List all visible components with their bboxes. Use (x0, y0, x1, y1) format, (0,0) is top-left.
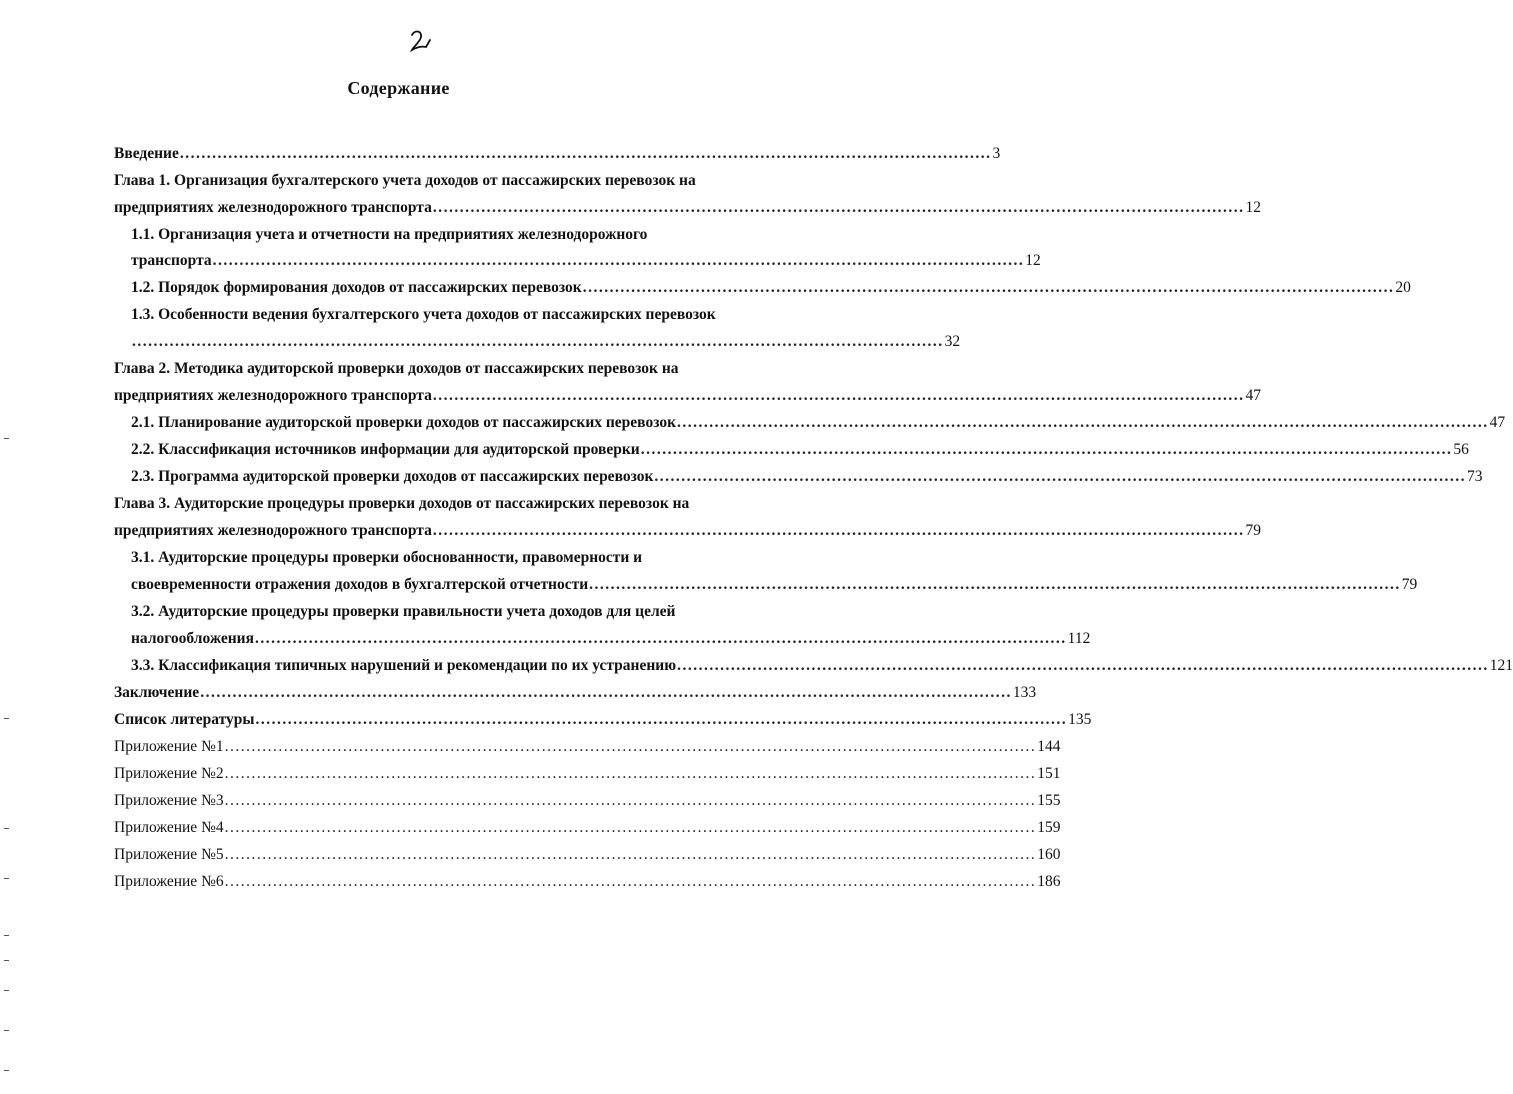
toc-entry-page: 79 (1245, 522, 1261, 539)
toc-dot-leader: ....................................................................................................................................................... (255, 630, 1067, 647)
toc-entry-page: 155 (1037, 792, 1061, 809)
handwritten-page-number (400, 26, 440, 56)
toc-dot-leader: ....................................................................................................................................................... (582, 279, 1395, 296)
toc-dot-leader: ....................................................................................................................................................... (640, 441, 1453, 458)
toc-entry-introduction (114, 144, 1001, 164)
toc-entry-3-1 (131, 548, 731, 568)
toc-entry-text: Приложение №1 (114, 738, 224, 755)
toc-entry-text: 1.3. Особенности ведения бухгалтерского учета доходов от пассажирских перевозок (131, 306, 716, 323)
toc-dot-leader: ....................................................................................................................................................... (677, 414, 1489, 431)
toc-entry-2-3 (131, 467, 1483, 487)
toc-entry-chapter-2 (114, 359, 754, 379)
toc-entry-2-2 (131, 440, 1469, 460)
toc-entry-text: транспорта (131, 252, 212, 269)
toc-entry-page: 32 (944, 333, 961, 350)
toc-dot-leader: ....................................................................................................................................................... (179, 145, 992, 162)
toc-entry-text: Список литературы (114, 711, 255, 728)
toc-entry-page: 47 (1489, 414, 1506, 431)
toc-dot-leader: ....................................................................................................................................................... (589, 576, 1401, 593)
toc-entry-text: своевременности отражения доходов в бухгалтерской отчетности (131, 576, 589, 593)
toc-dot-leader: ....................................................................................................................................................... (654, 468, 1467, 485)
toc-dot-leader: ....................................................................................................................................................... (224, 765, 1037, 782)
toc-entry-text: предприятиях железнодорожного транспорта (114, 199, 432, 216)
toc-entry-1-1-cont (131, 251, 1041, 271)
toc-entry-appendix-6 (114, 872, 1061, 892)
toc-entry-text: Приложение №2 (114, 765, 224, 782)
toc-entry-page: 20 (1395, 279, 1411, 296)
toc-dot-leader: ....................................................................................................................................................... (432, 199, 1245, 216)
toc-entry-page: 121 (1489, 657, 1513, 674)
toc-entry-chapter-3-cont (114, 521, 1261, 541)
toc-entry-page: 160 (1037, 846, 1061, 863)
toc-entry-3-3 (131, 656, 1513, 676)
toc-entry-page: 56 (1453, 441, 1469, 458)
toc-entry-page: 79 (1401, 576, 1418, 593)
toc-entry-text: Приложение №5 (114, 846, 224, 863)
toc-dot-leader: ....................................................................................................................................................... (200, 684, 1012, 701)
toc-dot-leader: ....................................................................................................................................................... (432, 522, 1245, 539)
scan-edge-marks (0, 0, 14, 1094)
toc-dot-leader: ....................................................................................................................................................... (224, 873, 1037, 890)
toc-entry-page: 3 (992, 145, 1001, 162)
toc-entry-2-1 (131, 413, 1506, 433)
toc-entry-chapter-2-cont (114, 386, 1261, 406)
toc-entry-text: 2.2. Классификация источников информации для аудиторской проверки (131, 441, 640, 458)
toc-entry-appendix-4 (114, 818, 1061, 838)
toc-entry-text: 3.3. Классификация типичных нарушений и рекомендации по их устранению (131, 657, 677, 674)
toc-entry-page: 47 (1245, 387, 1261, 404)
toc-entry-3-2 (131, 602, 731, 622)
toc-dot-leader: ....................................................................................................................................................... (677, 657, 1489, 674)
toc-entry-text: предприятиях железнодорожного транспорта (114, 522, 432, 539)
toc-entry-page: 144 (1037, 738, 1061, 755)
toc-entry-page: 12 (1245, 199, 1261, 216)
toc-entry-text: Введение (114, 145, 179, 162)
toc-dot-leader: ....................................................................................................................................................... (224, 792, 1037, 809)
toc-entry-text: 3.1. Аудиторские процедуры проверки обоснованности, правомерности и (131, 549, 643, 566)
toc-entry-page: 112 (1067, 630, 1091, 647)
toc-entry-text: предприятиях железнодорожного транспорта (114, 387, 432, 404)
page-title: Содержание (347, 78, 450, 98)
toc-dot-leader: ....................................................................................................................................................... (132, 333, 944, 350)
toc-dot-leader: ....................................................................................................................................................... (212, 252, 1025, 269)
toc-entry-page: 12 (1025, 252, 1041, 269)
toc-entry-3-1-cont (131, 575, 1418, 595)
toc-entry-text: налогообложения (131, 630, 255, 647)
toc-dot-leader: ....................................................................................................................................................... (224, 819, 1037, 836)
toc-entry-text: Глава 2. Методика аудиторской проверки доходов от пассажирских перевозок на (114, 360, 679, 377)
toc-entry-1-2 (131, 278, 1411, 298)
toc-entry-text: Глава 3. Аудиторские процедуры проверки доходов от пассажирских перевозок на (114, 495, 690, 512)
toc-entry-text: 2.1. Планирование аудиторской проверки доходов от пассажирских перевозок (131, 414, 677, 431)
toc-entry-page: 133 (1012, 684, 1037, 701)
toc-dot-leader: ....................................................................................................................................................... (224, 846, 1037, 863)
toc-entry-text: 1.2. Порядок формирования доходов от пассажирских перевозок (131, 279, 582, 296)
toc-entry-chapter-3 (114, 494, 754, 514)
toc-entry-appendix-1 (114, 737, 1061, 757)
toc-entry-text: 1.1. Организация учета и отчетности на предприятиях железнодорожного (131, 226, 648, 243)
toc-entry-appendix-3 (114, 791, 1061, 811)
toc-entry-page: 73 (1467, 468, 1483, 485)
handwritten-page-number-glyph (400, 26, 440, 56)
toc-dot-leader: ....................................................................................................................................................... (224, 738, 1037, 755)
toc-entry-page: 186 (1037, 873, 1061, 890)
toc-entry-text: Приложение №6 (114, 873, 224, 890)
toc-entry-text: 2.3. Программа аудиторской проверки доходов от пассажирских перевозок (131, 468, 654, 485)
toc-entry-appendix-5 (114, 845, 1061, 865)
toc-entry-conclusion (114, 683, 1037, 703)
toc-entry-3-2-cont (131, 629, 1091, 649)
toc-entry-text: 3.2. Аудиторские процедуры проверки правильности учета доходов для целей (131, 603, 676, 620)
toc-entry-chapter-1-cont (114, 198, 1261, 218)
toc-dot-leader: ....................................................................................................................................................... (255, 711, 1068, 728)
toc-entry-chapter-1 (114, 171, 754, 191)
toc-entry-text: Приложение №3 (114, 792, 224, 809)
toc-entry-page: 159 (1037, 819, 1061, 836)
toc-entry-page: 135 (1068, 711, 1092, 728)
toc-entry-1-1 (131, 225, 731, 245)
toc-dot-leader: ....................................................................................................................................................... (432, 387, 1245, 404)
toc-entry-1-3-cont (131, 332, 961, 352)
toc-entry-text: Приложение №4 (114, 819, 224, 836)
toc-entry-appendix-2 (114, 764, 1061, 784)
toc-entry-text: Глава 1. Организация бухгалтерского учета доходов от пассажирских перевозок на (114, 172, 696, 189)
toc-entry-references (114, 710, 1092, 730)
toc-entry-text: Заключение (114, 684, 200, 701)
toc-entry-1-3 (131, 305, 761, 325)
toc-entry-page: 151 (1037, 765, 1061, 782)
